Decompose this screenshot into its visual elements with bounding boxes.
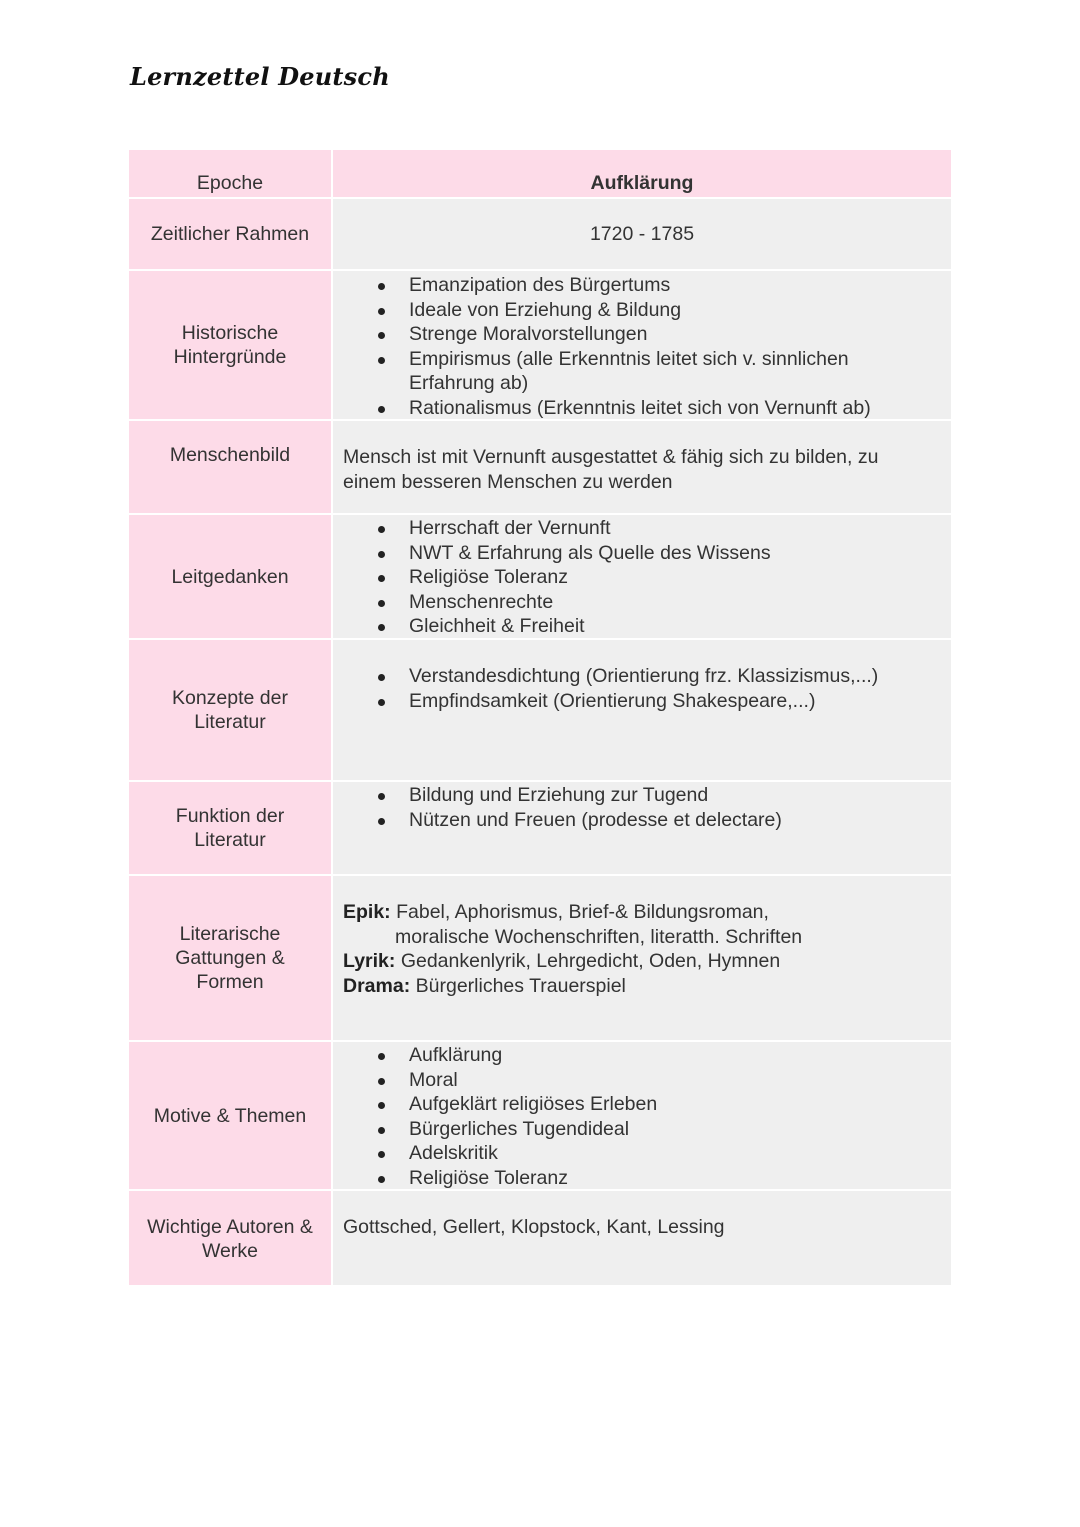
page-title: Lernzettel Deutsch	[130, 62, 390, 91]
list-item: Religiöse Toleranz	[373, 1166, 941, 1191]
table-row-historische-hintergruende	[129, 271, 951, 421]
row-label: Literarische Gattungen & Formen	[129, 876, 333, 1040]
bullet-list	[343, 1043, 941, 1190]
list-item: NWT & Erfahrung als Quelle des Wissens	[373, 541, 941, 566]
row-label: Leitgedanken	[129, 515, 333, 638]
row-label: Menschenbild	[129, 421, 333, 513]
list-item: Herrschaft der Vernunft	[373, 516, 941, 541]
table-row-konzepte	[129, 640, 951, 782]
row-content	[333, 640, 951, 780]
list-item: Rationalismus (Erkenntnis leitet sich von Vernunft ab)	[373, 396, 941, 421]
bullet-list	[343, 664, 941, 713]
list-item: Moral	[373, 1068, 941, 1093]
table-row-autoren	[129, 1191, 951, 1285]
bullet-list	[343, 783, 941, 832]
row-content	[333, 876, 951, 1040]
list-item: Bildung und Erziehung zur Tugend	[373, 783, 941, 808]
header-label: Epoche	[129, 150, 333, 197]
row-content	[333, 782, 951, 874]
list-item: Strenge Moralvorstellungen	[373, 322, 941, 347]
row-label: Historische Hintergründe	[129, 271, 333, 419]
row-content	[333, 1042, 951, 1189]
table-header-row	[129, 150, 951, 199]
list-item: Gleichheit & Freiheit	[373, 614, 941, 639]
drama-line	[343, 974, 941, 999]
list-item: Ideale von Erziehung & Bildung	[373, 298, 941, 323]
list-item: Aufklärung	[373, 1043, 941, 1068]
row-label: Funktion der Literatur	[129, 782, 333, 874]
bullet-list	[343, 516, 941, 639]
table-row-funktion	[129, 782, 951, 876]
epoch-table	[129, 150, 951, 1285]
row-label: Konzepte der Literatur	[129, 640, 333, 780]
list-item: Bürgerliches Tugendideal	[373, 1117, 941, 1142]
table-row-leitgedanken	[129, 515, 951, 640]
row-content	[333, 271, 951, 419]
epik-text: Fabel, Aphorismus, Brief-& Bildungsroman,	[396, 901, 769, 923]
epik-label: Epik:	[343, 901, 391, 923]
list-item: Empirismus (alle Erkenntnis leitet sich v. sinnlichen Erfahrung ab)	[373, 347, 941, 396]
table-row-menschenbild	[129, 421, 951, 515]
lyrik-text: Gedankenlyrik, Lehrgedicht, Oden, Hymnen	[400, 950, 781, 972]
table-row-motive	[129, 1042, 951, 1191]
list-item: Verstandesdichtung (Orientierung frz. Klassizismus,...)	[373, 664, 941, 689]
list-item: Menschenrechte	[373, 590, 941, 615]
row-content	[333, 515, 951, 638]
list-item: Nützen und Freuen (prodesse et delectare)	[373, 808, 941, 833]
row-label: Wichtige Autoren & Werke	[129, 1191, 333, 1285]
row-label: Motive & Themen	[129, 1042, 333, 1189]
lyrik-label: Lyrik:	[343, 950, 396, 972]
header-value: Aufklärung	[333, 150, 951, 197]
drama-label: Drama:	[343, 974, 411, 997]
row-value: Gottsched, Gellert, Klopstock, Kant, Lessing	[333, 1191, 951, 1285]
list-item: Adelskritik	[373, 1141, 941, 1166]
row-value: Mensch ist mit Vernunft ausgestattet & fähig sich zu bilden, zu einem besseren Menschen zu werden	[333, 421, 951, 513]
table-row-gattungen	[129, 876, 951, 1042]
list-item: Empfindsamkeit (Orientierung Shakespeare,...)	[373, 689, 941, 714]
bullet-list	[343, 273, 941, 420]
row-label: Zeitlicher Rahmen	[129, 199, 333, 269]
list-item: Emanzipation des Bürgertums	[373, 273, 941, 298]
row-value: 1720 - 1785	[333, 199, 951, 269]
epik-line-2: moralische Wochenschriften, literatth. Schriften	[395, 925, 803, 948]
list-item: Religiöse Toleranz	[373, 565, 941, 590]
epik-line	[343, 900, 941, 925]
table-row-zeitlicher-rahmen	[129, 199, 951, 271]
lyrik-line	[343, 949, 941, 974]
drama-text: Bürgerliches Trauerspiel	[415, 974, 626, 997]
list-item: Aufgeklärt religiöses Erleben	[373, 1092, 941, 1117]
